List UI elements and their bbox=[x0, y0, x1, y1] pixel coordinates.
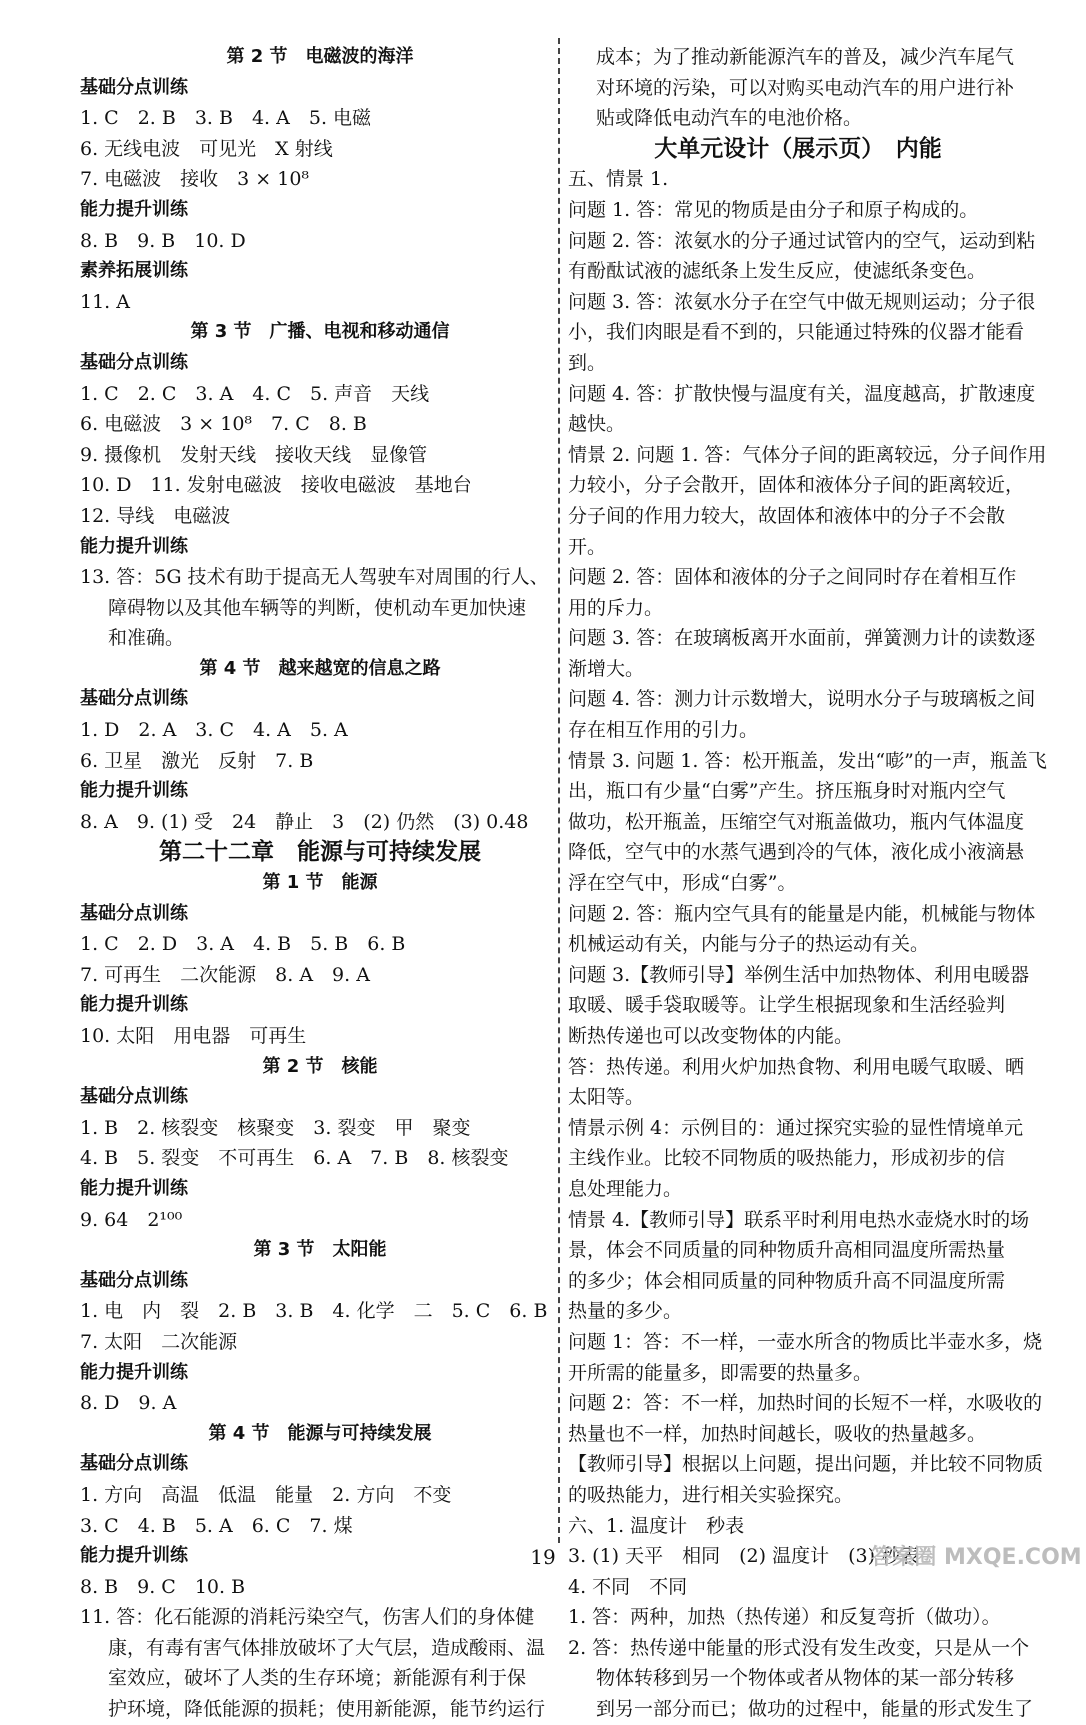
answer-line: 问题 4. 答：测力计示数增大，说明水分子与玻璃板之间 bbox=[568, 688, 1036, 711]
answer-line: 五、情景 1. bbox=[568, 168, 669, 191]
answer-line: 情景 4.【教师引导】联系平时利用电热水壶烧水时的场 bbox=[568, 1208, 1030, 1231]
answer-line: 越快。 bbox=[568, 413, 626, 436]
answer-line: 和准确。 bbox=[108, 627, 185, 650]
answer-line: 11. 答：化石能源的消耗污染空气，伤害人们的身体健 bbox=[80, 1606, 535, 1629]
answer-line: 对环境的污染，可以对购买电动汽车的用户进行补 bbox=[596, 76, 1015, 99]
answer-line: 9. 64 2¹⁰⁰ bbox=[80, 1208, 183, 1231]
category-heading: 能力提升训练 bbox=[80, 198, 188, 220]
answer-line: 1. C 2. D 3. A 4. B 5. B 6. B bbox=[80, 933, 406, 956]
chapter-heading: 大单元设计（展示页） 内能 bbox=[654, 135, 942, 162]
answer-line: 息处理能力。 bbox=[568, 1177, 683, 1200]
answer-line: 小，我们肉眼是看不到的，只能通过特殊的仪器才能看 bbox=[568, 321, 1025, 344]
answer-line: 物体转移到另一个物体或者从物体的某一部分转移 bbox=[596, 1667, 1015, 1690]
answer-line: 1. 方向 高温 低温 能量 2. 方向 不变 bbox=[80, 1483, 452, 1506]
answer-line: 情景 2. 问题 1. 答：气体分子间的距离较远，分子间作用 bbox=[568, 443, 1047, 466]
answer-line: 1. C 2. B 3. B 4. A 5. 电磁 bbox=[80, 107, 372, 130]
page-number: 19 bbox=[530, 1545, 556, 1569]
answer-line: 问题 2：答：不一样，加热时间的长短不一样，水吸收的 bbox=[568, 1392, 1043, 1415]
answer-line: 有酚酞试液的滤纸条上发生反应，使滤纸条变色。 bbox=[568, 260, 987, 283]
answer-line: 6. 无线电波 可见光 X 射线 bbox=[80, 137, 333, 160]
category-heading: 基础分点训练 bbox=[80, 1086, 188, 1108]
answer-line: 问题 4. 答：扩散快慢与温度有关，温度越高，扩散速度 bbox=[568, 382, 1036, 405]
section-heading: 第 1 节 能源 bbox=[262, 872, 378, 894]
answer-line: 4. 不同 不同 bbox=[568, 1575, 688, 1598]
section-heading: 第 2 节 电磁波的海洋 bbox=[226, 46, 414, 67]
answer-line: 1. C 2. C 3. A 4. C 5. 声音 天线 bbox=[80, 382, 430, 405]
category-heading: 基础分点训练 bbox=[80, 688, 188, 710]
answer-line: 存在相互作用的引力。 bbox=[568, 719, 759, 742]
answer-line: 太阳等。 bbox=[568, 1086, 645, 1109]
answer-line: 10. 太阳 用电器 可再生 bbox=[80, 1025, 307, 1047]
answer-line: 问题 1：答：不一样，一壶水所含的物质比半壶水多，烧 bbox=[568, 1330, 1043, 1353]
answer-line: 情景示例 4：示例目的：通过探究实验的显性情境单元 bbox=[568, 1116, 1024, 1139]
answer-line: 取暖、暖手袋取暖等。让学生根据现象和生活经验判 bbox=[568, 994, 1006, 1017]
answer-line: 问题 2. 答：浓氨水的分子通过试管内的空气，运动到粘 bbox=[568, 229, 1036, 252]
answer-line: 7. 可再生 二次能源 8. A 9. A bbox=[80, 963, 370, 986]
answer-line: 答：热传递。利用火炉加热食物、利用电暖气取暖、晒 bbox=[568, 1055, 1025, 1078]
answer-line: 问题 3.【教师引导】举例生活中加热物体、利用电暖器 bbox=[568, 963, 1030, 986]
answer-line: 8. B 9. B 10. D bbox=[80, 229, 246, 252]
answer-line: 3. C 4. B 5. A 6. C 7. 煤 bbox=[80, 1514, 353, 1537]
category-heading: 基础分点训练 bbox=[80, 902, 188, 924]
category-heading: 能力提升训练 bbox=[80, 1361, 188, 1383]
answer-line: 1. B 2. 核裂变 核聚变 3. 裂变 甲 聚变 bbox=[80, 1116, 471, 1139]
answer-line: 6. 电磁波 3 × 10⁸ 7. C 8. B bbox=[80, 413, 367, 436]
category-heading: 能力提升训练 bbox=[80, 780, 188, 802]
answer-line: 1. 电 内 裂 2. B 3. B 4. 化学 二 5. C 6. B bbox=[80, 1300, 548, 1323]
answer-line: 贴或降低电动汽车的电池价格。 bbox=[596, 107, 863, 130]
answer-line: 情景 3. 问题 1. 答：松开瓶盖，发出“嘭”的一声，瓶盖飞 bbox=[568, 749, 1047, 772]
category-heading: 基础分点训练 bbox=[80, 351, 188, 373]
answer-line: 10. D 11. 发射电磁波 接收电磁波 基地台 bbox=[80, 474, 472, 497]
answer-line: 分子间的作用力较大，故固体和液体中的分子不会散 bbox=[568, 504, 1006, 527]
answer-line: 到另一部分而已；做功的过程中，能量的形式发生了 bbox=[596, 1698, 1034, 1721]
category-heading: 能力提升训练 bbox=[80, 1177, 188, 1199]
answer-line: 问题 3. 答：浓氨水分子在空气中做无规则运动；分子很 bbox=[568, 290, 1036, 313]
answer-line: 问题 2. 答：固体和液体的分子之间同时存在着相互作 bbox=[568, 566, 1017, 589]
answer-line: 障碍物以及其他车辆等的判断，使机动车更加快速 bbox=[108, 596, 527, 619]
answer-line: 开。 bbox=[568, 535, 607, 558]
category-heading: 基础分点训练 bbox=[80, 1453, 188, 1475]
answer-line: 主线作业。比较不同物质的吸热能力，形成初步的信 bbox=[568, 1147, 1006, 1170]
answer-line: 做功，松开瓶盖，压缩空气对瓶盖做功，瓶内气体温度 bbox=[568, 810, 1025, 833]
chapter-heading: 第二十二章 能源与可持续发展 bbox=[159, 839, 481, 866]
answer-line: 室效应，破坏了人类的生存环境；新能源有利于保 bbox=[108, 1667, 527, 1690]
section-heading: 第 3 节 太阳能 bbox=[253, 1239, 387, 1261]
answer-line: 1. D 2. A 3. C 4. A 5. A bbox=[80, 719, 348, 742]
right-column bbox=[568, 42, 1047, 1725]
category-heading: 基础分点训练 bbox=[80, 1269, 188, 1291]
answer-line: 热量也不一样，加热时间越长，吸收的热量越多。 bbox=[568, 1422, 987, 1445]
answer-line: 【教师引导】根据以上问题，提出问题，并比较不同物质 bbox=[568, 1453, 1044, 1476]
answer-line: 护环境，降低能源的损耗；使用新能源，能节约运行 bbox=[108, 1698, 546, 1721]
answer-line: 问题 1. 答：常见的物质是由分子和原子构成的。 bbox=[568, 198, 979, 221]
answer-line: 9. 摄像机 发射天线 接收天线 显像管 bbox=[80, 443, 428, 466]
answer-line: 降低，空气中的水蒸气遇到冷的气体，液化成小液滴悬 bbox=[568, 841, 1025, 864]
answer-line: 4. B 5. 裂变 不可再生 6. A 7. B 8. 核裂变 bbox=[80, 1147, 509, 1170]
answer-line: 8. A 9. (1) 受 24 静止 3 (2) 仍然 (3) 0.48 bbox=[80, 810, 529, 833]
answer-line: 成本；为了推动新能源汽车的普及，减少汽车尾气 bbox=[596, 46, 1015, 68]
answer-line: 热量的多少。 bbox=[568, 1300, 683, 1323]
answer-line: 8. D 9. A bbox=[80, 1392, 177, 1415]
category-heading: 基础分点训练 bbox=[80, 76, 188, 98]
left-column bbox=[80, 42, 560, 1725]
answer-line: 用的斥力。 bbox=[568, 596, 664, 619]
answer-line: 11. A bbox=[80, 290, 130, 313]
answer-line: 到。 bbox=[568, 351, 607, 374]
watermark-text: 答案圈 MXQE.COM bbox=[870, 1545, 1082, 1570]
answer-line: 2. 答：热传递中能量的形式没有发生改变，只是从一个 bbox=[568, 1636, 1030, 1659]
answer-line: 渐增大。 bbox=[568, 657, 645, 680]
section-heading: 第 4 节 越来越宽的信息之路 bbox=[199, 657, 441, 679]
answer-line: 断热传递也可以改变物体的内能。 bbox=[568, 1025, 854, 1047]
answer-line: 开所需的能量多，即需要的热量多。 bbox=[568, 1361, 873, 1384]
section-heading: 第 4 节 能源与可持续发展 bbox=[208, 1422, 432, 1444]
answer-line: 的多少；体会相同质量的同种物质升高不同温度所需 bbox=[568, 1269, 1006, 1292]
answer-line: 的吸热能力，进行相关实验探究。 bbox=[568, 1483, 854, 1506]
answer-line: 8. B 9. C 10. B bbox=[80, 1575, 246, 1598]
watermark-logo bbox=[870, 1520, 1082, 1590]
answer-line: 六、1. 温度计 秒表 bbox=[568, 1514, 745, 1537]
category-heading: 能力提升训练 bbox=[80, 994, 188, 1016]
answer-line: 7. 电磁波 接收 3 × 10⁸ bbox=[80, 168, 310, 191]
answer-line: 浮在空气中，形成“白雾”。 bbox=[568, 872, 797, 895]
answer-line: 6. 卫星 激光 反射 7. B bbox=[80, 749, 314, 772]
answer-line: 12. 导线 电磁波 bbox=[80, 504, 231, 527]
answer-line: 3. (1) 天平 相同 (2) 温度计 (3) 秒表 bbox=[568, 1545, 920, 1568]
category-heading: 能力提升训练 bbox=[80, 535, 188, 557]
answer-line: 7. 太阳 二次能源 bbox=[80, 1330, 238, 1353]
answer-line: 景，体会不同质量的同种物质升高相同温度所需热量 bbox=[568, 1239, 1006, 1262]
answer-line: 1. 答：两种，加热（热传递）和反复弯折（做功）。 bbox=[568, 1606, 1001, 1629]
category-heading: 能力提升训练 bbox=[80, 1545, 188, 1567]
category-heading: 素养拓展训练 bbox=[80, 260, 188, 282]
answer-line: 力较小，分子会散开，固体和液体分子间的距离较近， bbox=[568, 474, 1025, 497]
answer-line: 问题 2. 答：瓶内空气具有的能量是内能，机械能与物体 bbox=[568, 902, 1036, 925]
answer-line: 机械运动有关，内能与分子的热运动有关。 bbox=[568, 933, 930, 956]
section-heading: 第 2 节 核能 bbox=[262, 1055, 378, 1077]
answer-line: 问题 3. 答：在玻璃板离开水面前，弹簧测力计的读数逐 bbox=[568, 627, 1036, 650]
section-heading: 第 3 节 广播、电视和移动通信 bbox=[190, 321, 450, 343]
answer-line: 13. 答：5G 技术有助于提高无人驾驶车对周围的行人、 bbox=[80, 566, 549, 589]
answer-line: 康，有毒有害气体排放破坏了大气层，造成酸雨、温 bbox=[108, 1636, 546, 1659]
answer-line: 出，瓶口有少量“白雾”产生。挤压瓶身时对瓶内空气 bbox=[568, 780, 1006, 803]
